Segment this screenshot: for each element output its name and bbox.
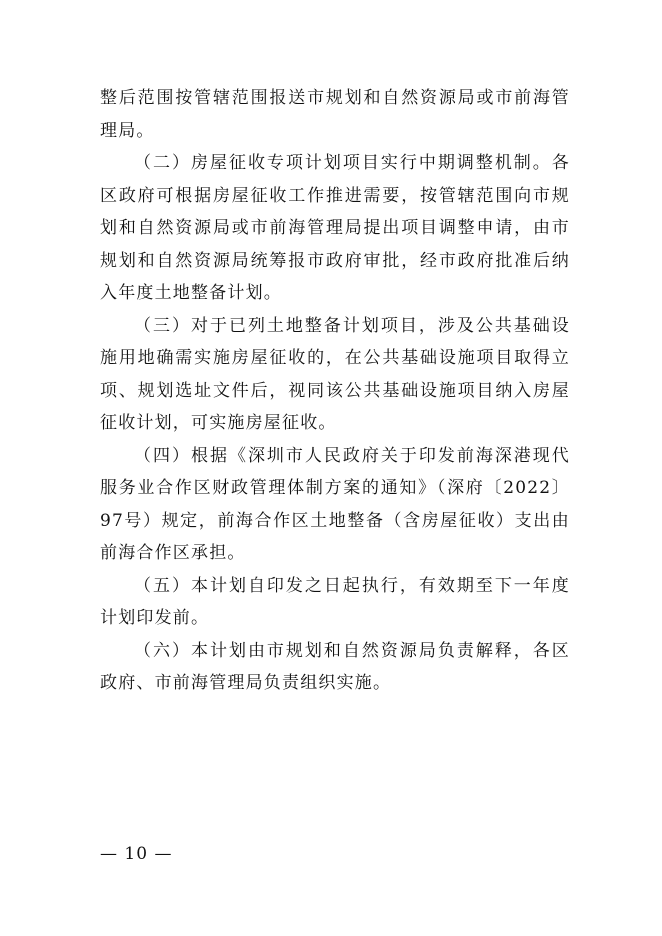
page-number: — 10 — — [100, 844, 173, 864]
document-body — [100, 82, 570, 700]
paragraph-item-3: （三）对于已列土地整备计划项目，涉及公共基础设施用地确需实施房屋征收的，在公共基础设施项目取得立项、规划选址文件后，视同该公共基础设施项目纳入房屋征收计划，可实施房屋征收。 — [100, 315, 570, 433]
paragraph-item-4: （四）根据《深圳市人民政府关于印发前海深港现代服务业合作区财政管理体制方案的通知》（深府〔2022〕97号）规定，前海合作区土地整备（含房屋征收）支出由前海合作区承担。 — [100, 445, 570, 563]
paragraph-item-5: （五）本计划自印发之日起执行，有效期至下一年度计划印发前。 — [100, 575, 570, 628]
paragraph-item-2: （二）房屋征收专项计划项目实行中期调整机制。各区政府可根据房屋征收工作推进需要，按管辖范围向市规划和自然资源局或市前海管理局提出项目调整申请，由市规划和自然资源局统筹报市政府审批，经市政府批准后纳入年度土地整备计划。 — [100, 153, 570, 303]
paragraph-item-6: （六）本计划由市规划和自然资源局负责解释，各区政府、市前海管理局负责组织实施。 — [100, 640, 570, 693]
paragraph-continuation: 整后范围按管辖范围报送市规划和自然资源局或市前海管理局。 — [100, 88, 570, 141]
